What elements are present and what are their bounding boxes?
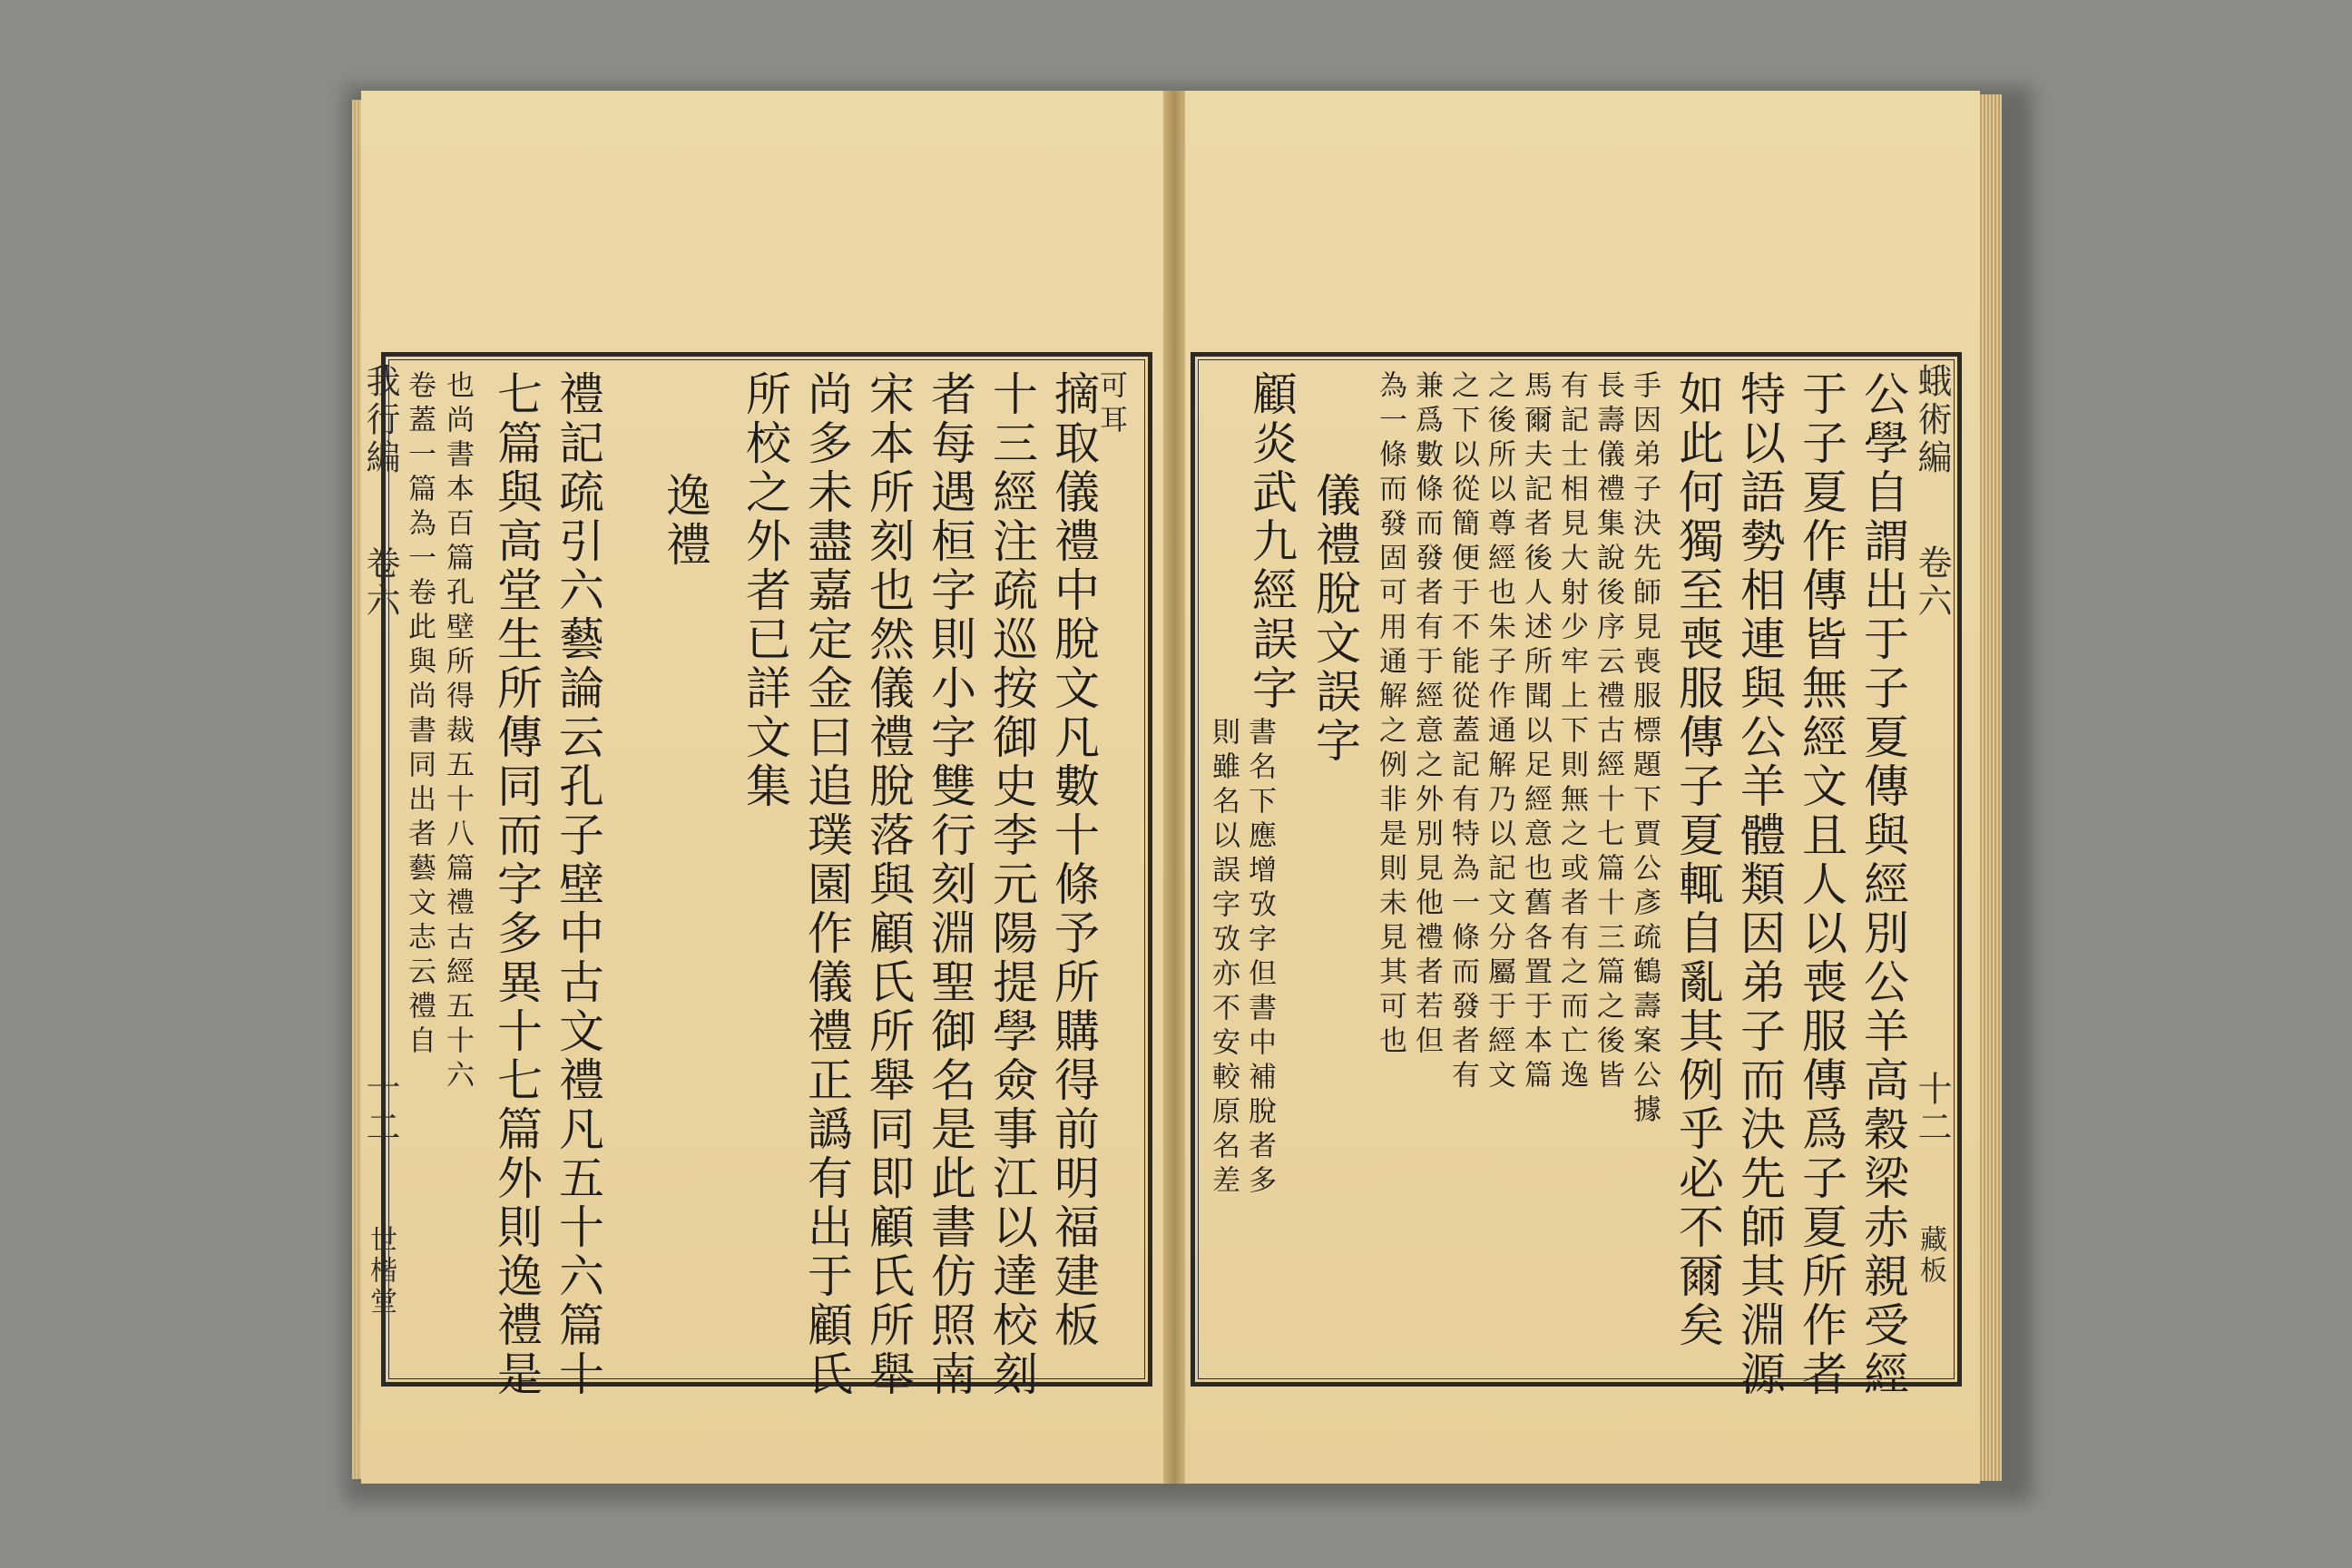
right-col-12: 為一條而發固可用通解之例非是則未見其可也 (1374, 370, 1406, 1060)
left-col-4: 者每遇桓字則小字雙行刻淵聖御名是此書仿照南 (924, 370, 976, 1399)
left-margin-folio: 十二 (360, 1071, 400, 1147)
left-col-3: 十三經注疏巡按御史李元陽提學僉事江以達校刻 (985, 370, 1038, 1399)
right-col-5: 手因弟子決先師見喪服標題下賈公彥疏鶴壽案公據 (1628, 370, 1661, 1129)
left-col-10: 七篇與高堂生所傳同而字多異十七篇外則逸禮是 (490, 370, 543, 1399)
right-col-3: 特以語勢相連與公羊體類因弟子而決先師其淵源 (1733, 370, 1786, 1399)
right-col-15: 書名下應增攷字但書中補脫者多 (1243, 717, 1276, 1200)
left-col-12: 卷蓋一篇為一卷此與尚書同出者藝文志云禮自 (403, 370, 436, 1060)
right-col-6: 長壽儀禮集說後序云禮古經十七篇十三篇之後皆 (1592, 370, 1624, 1094)
right-col-16: 則雖名以誤字攷亦不安較原名差 (1207, 717, 1240, 1200)
right-col-8: 馬爾夫記者後人述所聞以足經意也舊各置于本篇 (1519, 370, 1552, 1094)
right-margin-folio: 十二 (1912, 1071, 1952, 1147)
right-col-4: 如此何獨至喪服傳子夏輒自亂其例乎必不爾矣 (1671, 370, 1724, 1350)
right-margin-title: 蛾術編 (1912, 363, 1952, 477)
right-col-11: 兼爲數條而發者有于經意之外別見他禮者若但 (1410, 370, 1443, 1060)
book-gutter (1163, 91, 1185, 1484)
right-col-1: 公學自謂出于子夏傳與經別公羊高穀梁赤親受經 (1857, 370, 1909, 1399)
left-col-6: 尚多未盡嘉定金曰追璞園作儀禮正譌有出于顧氏 (800, 370, 853, 1399)
right-col-10: 之下以從簡便于不能從蓋記有特為一條而發者有 (1446, 370, 1479, 1094)
right-section-heading: 儀禮脫文誤字 (1308, 472, 1361, 766)
left-section-heading: 逸禮 (659, 472, 711, 570)
right-col-9: 之後所以尊經也朱子作通解乃以記文分屬于經文 (1483, 370, 1515, 1094)
right-margin-volume: 卷六 (1912, 544, 1952, 621)
left-margin-volume: 卷六 (360, 544, 400, 621)
left-margin-title: 我行編 (360, 363, 400, 477)
left-col-1: 可耳 (1094, 370, 1127, 439)
left-margin-publisher: 世楷堂 (365, 1225, 397, 1318)
right-col-2: 于子夏作傳皆無經文且人以喪服傳爲子夏所作者 (1795, 370, 1847, 1399)
left-col-5: 宋本所刻也然儀禮脫落與顧氏所舉同即顧氏所舉 (862, 370, 915, 1399)
left-col-7: 所校之外者已詳文集 (739, 370, 791, 811)
right-margin-publisher: 藏板 (1915, 1225, 1946, 1287)
left-col-9: 禮記疏引六藝論云孔子壁中古文禮凡五十六篇十 (552, 370, 604, 1399)
right-col-7: 有記士相見大射少牢上下則無之或者有之而亡逸 (1555, 370, 1588, 1094)
left-col-11: 也尚書本百篇孔壁所得裁五十八篇禮古經五十六 (441, 370, 474, 1094)
left-col-2: 摘取儀禮中脫文凡數十條予所購得前明福建板 (1047, 370, 1100, 1350)
right-col-14: 顧炎武九經誤字 (1245, 370, 1298, 713)
